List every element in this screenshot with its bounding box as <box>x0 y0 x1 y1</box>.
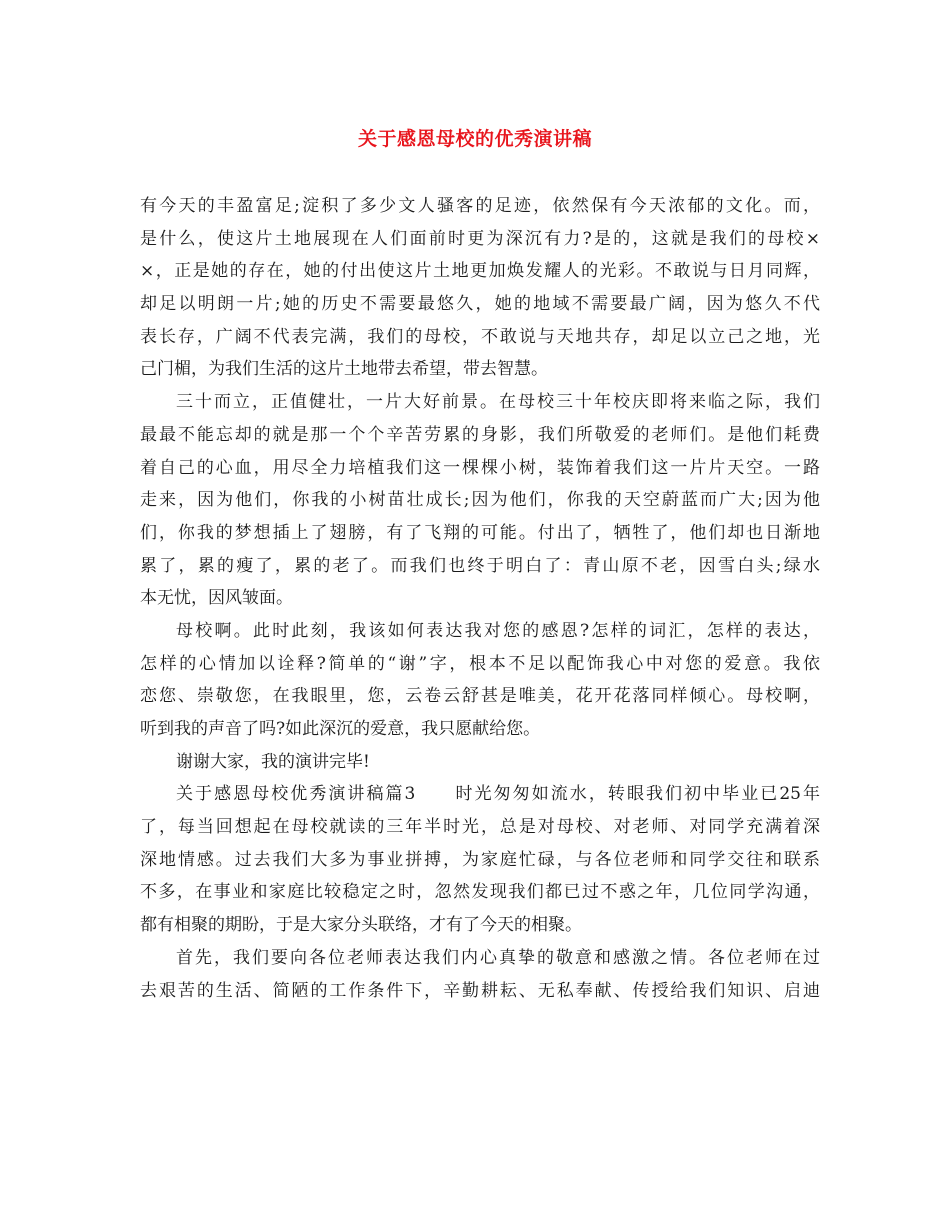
body-text-line: ×，正是她的存在，她的付出使这片土地更加焕发耀人的光彩。不敢说与日月同辉， <box>140 261 820 282</box>
body-text-line: 恋您、崇敬您，在我眼里，您，云卷云舒甚是唯美，花开花落同样倾心。母校啊， <box>140 686 820 707</box>
document-body <box>140 190 820 1007</box>
body-text-line: 怎样的心情加以诠释?简单的“谢”字，根本不足以配饰我心中对您的爱意。我依 <box>140 653 820 674</box>
body-text-line: 走来，因为他们，你我的小树苗壮成长;因为他们，你我的天空蔚蓝而广大;因为他 <box>140 490 820 511</box>
body-text-line: 首先，我们要向各位老师表达我们内心真挚的敬意和感激之情。各位老师在过 <box>176 947 820 968</box>
body-text-line: 母校啊。此时此刻，我该如何表达我对您的感恩?怎样的词汇，怎样的表达， <box>176 620 820 641</box>
body-text-line: 们，你我的梦想插上了翅膀，有了飞翔的可能。付出了，牺牲了，他们却也日渐地 <box>140 522 820 543</box>
body-text-line: 是什么，使这片土地展现在人们面前时更为深沉有力?是的，这就是我们的母校× <box>140 228 820 249</box>
body-text-line: 深地情感。过去我们大多为事业拼搏，为家庭忙碌，与各位老师和同学交往和联系 <box>140 849 820 870</box>
body-text-line: 谢谢大家，我的演讲完毕! <box>176 751 370 772</box>
body-text-line: 累了，累的瘦了，累的老了。而我们也终于明白了：青山原不老，因雪白头;绿水 <box>140 555 820 576</box>
body-text-line: 关于感恩母校优秀演讲稿篇3 时光匆匆如流水，转眼我们初中毕业已25年 <box>176 784 820 805</box>
body-text-line: 不多，在事业和家庭比较稳定之时，忽然发现我们都已过不惑之年，几位同学沟通， <box>140 882 820 903</box>
body-text-line: 都有相聚的期盼，于是大家分头联络，才有了今天的相聚。 <box>140 915 582 936</box>
body-text-line: 己门楣，为我们生活的这片土地带去希望，带去智慧。 <box>140 359 548 380</box>
body-text-line: 却足以明朗一片;她的历史不需要最悠久，她的地域不需要最广阔，因为悠久不代 <box>140 294 820 315</box>
body-text-line: 去艰苦的生活、简陋的工作条件下，辛勤耕耘、无私奉献、传授给我们知识、启迪 <box>140 980 820 1001</box>
body-text-line: 着自己的心血，用尽全力培植我们这一棵棵小树，装饰着我们这一片片天空。一路 <box>140 457 820 478</box>
document-title: 关于感恩母校的优秀演讲稿 <box>357 128 592 150</box>
body-text-line: 听到我的声音了吗?如此深沉的爱意，我只愿献给您。 <box>140 719 541 739</box>
body-text-line: 最最不能忘却的就是那一个个辛苦劳累的身影，我们所敬爱的老师们。是他们耗费 <box>140 424 820 445</box>
body-text-line: 了，每当回想起在母校就读的三年半时光，总是对母校、对老师、对同学充满着深 <box>140 817 820 838</box>
body-text-line: 表长存，广阔不代表完满，我们的母校，不敢说与天地共存，却足以立己之地，光 <box>140 326 820 347</box>
body-text-line: 三十而立，正值健壮，一片大好前景。在母校三十年校庆即将来临之际，我们 <box>176 392 820 413</box>
body-text-line: 有今天的丰盈富足;淀积了多少文人骚客的足迹，依然保有今天浓郁的文化。而， <box>140 196 820 216</box>
body-text-line: 本无忧，因风皱面。 <box>140 588 293 609</box>
